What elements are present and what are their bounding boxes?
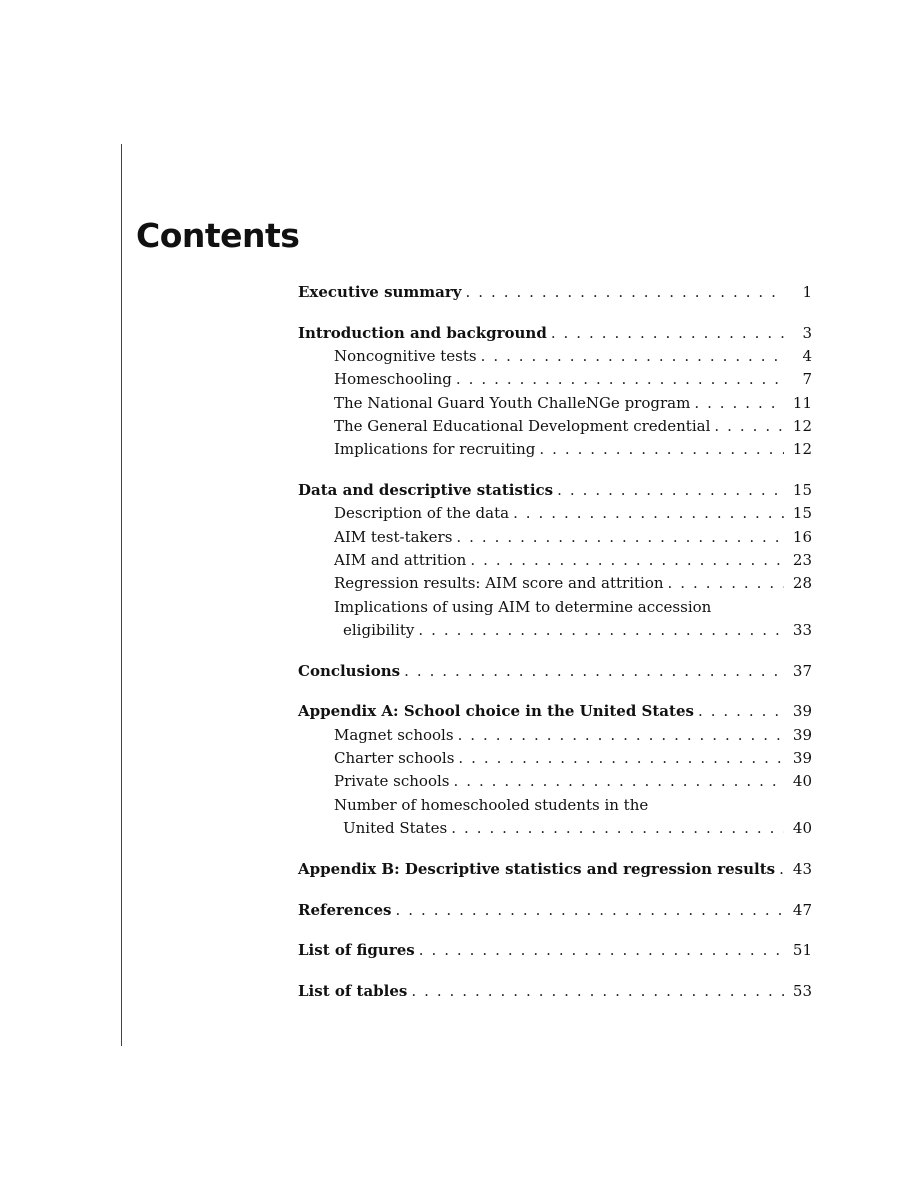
dot-leader (539, 438, 784, 461)
toc-entry-label: Noncognitive tests (334, 347, 477, 366)
dot-leader (481, 345, 784, 368)
toc-section-heading[interactable] (298, 980, 812, 1003)
toc-page-number: 15 (792, 481, 812, 500)
toc-page-number: 43 (792, 859, 812, 878)
dot-leader (404, 660, 784, 683)
toc-subentry[interactable] (298, 724, 812, 747)
toc-page-number: 40 (792, 772, 812, 791)
toc-section (298, 899, 812, 922)
page-title: Contents (136, 216, 300, 255)
toc-entry-label: List of tables (298, 982, 408, 1001)
toc-section-heading[interactable] (298, 858, 812, 881)
toc-entry-label: Homeschooling (334, 370, 452, 389)
toc-section (298, 700, 812, 840)
toc-subentry-continuation[interactable] (298, 619, 812, 642)
toc-page-number: 28 (792, 574, 812, 593)
toc-section-heading[interactable] (298, 700, 812, 723)
toc-entry-label: Implications for recruiting (334, 440, 536, 459)
toc-section (298, 281, 812, 304)
toc-section-heading[interactable] (298, 939, 812, 962)
toc-section-heading[interactable] (298, 322, 812, 345)
toc-subentry[interactable] (298, 572, 812, 595)
toc-subentry[interactable] (298, 526, 812, 549)
toc-entry-label: The National Guard Youth ChalleNGe program (334, 393, 691, 412)
toc-subentry[interactable] (298, 415, 812, 438)
table-of-contents (298, 281, 812, 1021)
dot-leader (698, 700, 784, 723)
toc-subentry[interactable] (298, 549, 812, 572)
toc-section-heading[interactable] (298, 281, 812, 304)
toc-entry-label: AIM test-takers (334, 527, 453, 546)
toc-page-number: 39 (792, 702, 812, 721)
dot-leader (551, 322, 784, 345)
toc-entry-label: Magnet schools (334, 725, 454, 744)
toc-page-number: 47 (792, 900, 812, 919)
toc-page-number: 39 (792, 749, 812, 768)
toc-entry-label: Data and descriptive statistics (298, 481, 554, 500)
toc-subentry[interactable] (298, 392, 812, 415)
toc-subentry[interactable] (298, 502, 812, 525)
toc-page-number: 1 (802, 283, 812, 301)
toc-entry-label: The General Educational Development credential (334, 416, 711, 435)
toc-section (298, 479, 812, 642)
toc-page-number: 40 (792, 818, 812, 837)
toc-page-number: 51 (792, 941, 812, 960)
toc-page-number: 33 (792, 620, 812, 639)
dot-leader (466, 281, 785, 304)
toc-entry-label: Private schools (334, 772, 450, 791)
dot-leader (470, 549, 784, 572)
toc-entry-label: List of figures (298, 941, 415, 960)
margin-rule (121, 144, 122, 1046)
toc-page-number: 4 (802, 347, 812, 366)
toc-page-number: 53 (792, 982, 812, 1001)
dot-leader (411, 980, 784, 1003)
dot-leader (779, 858, 784, 881)
dot-leader (458, 747, 784, 770)
dot-leader (418, 619, 784, 642)
dot-leader (694, 392, 784, 415)
toc-subentry[interactable] (298, 596, 812, 619)
toc-entry-label: eligibility (343, 620, 415, 639)
toc-entry-label: Number of homeschooled students in the (334, 795, 649, 814)
dot-leader (451, 817, 784, 840)
dot-leader (419, 939, 784, 962)
toc-entry-label: Executive summary (298, 283, 462, 301)
toc-entry-label: Introduction and background (298, 323, 547, 342)
toc-entry-label: Appendix A: School choice in the United States (298, 702, 694, 721)
toc-entry-label: Charter schools (334, 749, 455, 768)
toc-subentry[interactable] (298, 747, 812, 770)
toc-section (298, 939, 812, 962)
toc-entry-label: Conclusions (298, 661, 401, 680)
toc-entry-label: Implications of using AIM to determine accession (334, 597, 712, 616)
toc-section (298, 660, 812, 683)
toc-entry-label: Appendix B: Descriptive statistics and regression results (298, 859, 776, 878)
dot-leader (456, 368, 784, 391)
toc-entry-label: Description of the data (334, 504, 510, 523)
dot-leader (668, 572, 784, 595)
toc-page-number: 37 (792, 661, 812, 680)
dot-leader (557, 479, 784, 502)
toc-page-number: 15 (792, 504, 812, 523)
dot-leader (453, 770, 784, 793)
toc-section (298, 322, 812, 462)
toc-entry-label: AIM and attrition (334, 550, 467, 569)
toc-page-number: 12 (792, 440, 812, 459)
toc-entry-label: United States (343, 818, 448, 837)
toc-section (298, 980, 812, 1003)
dot-leader (395, 899, 784, 922)
toc-page-number: 23 (792, 550, 812, 569)
toc-page-number: 11 (792, 393, 812, 412)
toc-page-number: 16 (792, 527, 812, 546)
toc-entry-label: Regression results: AIM score and attrition (334, 574, 664, 593)
toc-page-number: 39 (792, 725, 812, 744)
toc-subentry[interactable] (298, 770, 812, 793)
toc-entry-label: References (298, 900, 392, 919)
toc-subentry[interactable] (298, 438, 812, 461)
toc-subentry[interactable] (298, 368, 812, 391)
dot-leader (456, 526, 784, 549)
toc-subentry-continuation[interactable] (298, 817, 812, 840)
toc-page-number: 3 (802, 323, 812, 342)
dot-leader (513, 502, 784, 525)
dot-leader (458, 724, 784, 747)
toc-page-number: 7 (802, 370, 812, 389)
toc-subentry[interactable] (298, 794, 812, 817)
dot-leader (714, 415, 784, 438)
toc-section-heading[interactable] (298, 899, 812, 922)
toc-section-heading[interactable] (298, 479, 812, 502)
toc-section-heading[interactable] (298, 660, 812, 683)
toc-section (298, 858, 812, 881)
toc-page-number: 12 (792, 416, 812, 435)
toc-subentry[interactable] (298, 345, 812, 368)
